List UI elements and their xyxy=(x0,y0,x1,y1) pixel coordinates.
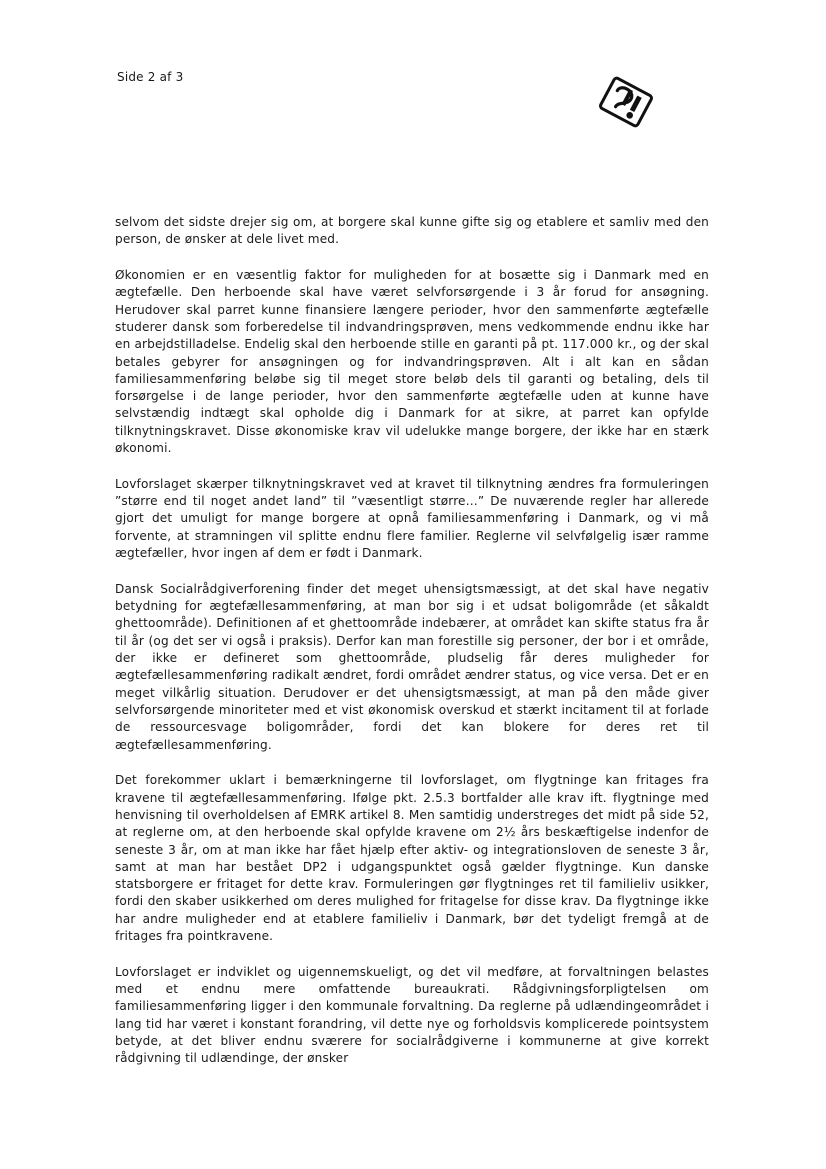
paragraph: Lovforslaget skærper tilknytningskravet ved at kravet til tilknytning ændres fra formuleringen ”større end til noget andet land” til ”væsentligt større…” De nuværende regler har allerede gjort det umuligt for mange borgere at opnå familiesammenføring i Danmark, og vi må forvente, at stramningen vil splitte endnu flere familier. Reglerne vil selvfølgelig især ramme ægtefæller, hvor ingen af dem er født i Danmark. xyxy=(115,476,709,561)
paragraph: selvom det sidste drejer sig om, at borgere skal kunne gifte sig og etablere et samliv med den person, de ønsker at dele livet med. xyxy=(115,215,709,247)
letter-body xyxy=(115,214,709,1086)
paragraph: Det forekommer uklart i bemærkningerne til lovforslaget, om flygtninge kan fritages fra kravene til ægtefællesammenføring. Ifølge pkt. 2.5.3 bortfalder alle krav ift. flygtninge med henvisning til overholdelsen af EMRK artikel 8. Men samtidig understreges det midt på side 52, at reglerne om, at den herboende skal opfylde kravene om 2½ års beskæftigelse indenfor de seneste 3 år, om at man ikke har fået hjælp efter aktiv- og integrationsloven de seneste 3 år, samt at man har bestået DP2 i udgangspunktet også gælder flygtninge. Kun danske statsborgere er fritaget for dette krav. Formuleringen gør flygtninges ret til familieliv usikker, fordi den skaber usikkerhed om deres mulighed for fritagelse for disse krav. Da flygtninge ikke har andre muligheder end at etablere familieliv i Danmark, bør det tydeligt fremgå at de fritages fra pointkravene. xyxy=(115,773,709,943)
organization-logo-icon xyxy=(596,72,656,132)
paragraph: Dansk Socialrådgiverforening finder det meget uhensigtsmæssigt, at det skal have negativ betydning for ægtefællesammenføring, at man bor sig i et udsat boligområde (et såkaldt ghettoområde). Definitionen af et ghettoområde indebærer, at området kan skifte status fra år til år (og det ser vi også i praksis). Derfor kan man forestille sig personer, der bor i et område, der ikke er defineret som ghettoområde, pludselig får deres muligheder for ægtefællesammenføring radikalt ændret, fordi området ændrer status, og vice versa. Det er en meget vilkårlig situation. Derudover er det uhensigtsmæssigt, at man på den måde giver selvforsørgende minoriteter med et vist økonomisk overskud et stærkt incitament til at forlade de ressourcesvage boligområder, fordi det kan blokere for deres ret til ægtefællesammenføring. xyxy=(115,581,709,752)
paragraph: Lovforslaget er indviklet og uigennemskueligt, og det vil medføre, at forvaltningen belastes med et endnu mere omfattende bureaukrati. Rådgivningsforpligtelsen om familiesammenføring ligger i den kommunale forvaltning. Da reglerne på udlændingeområdet i lang tid har været i konstant forandring, vil dette nye og forholdsvis komplicerede pointsystem betyde, at det bliver endnu sværere for socialrådgiverne i kommunerne at give korrekt rådgivning til udlændinge, der ønsker xyxy=(115,964,709,1066)
page-number: Side 2 af 3 xyxy=(117,70,184,84)
paragraph: Økonomien er en væsentlig faktor for muligheden for at bosætte sig i Danmark med en ægtefælle. Den herboende skal have været selvforsørgende i 3 år forud for ansøgning. Herudover skal parret kunne finansiere længere perioder, hvor den sammenførte ægtefælle studerer dansk som forberedelse til indvandringsprøven, mens vedkommende endnu ikke har en arbejdstilladelse. Endelig skal den herboende stille en garanti på pt. 117.000 kr., og der skal betales gebyrer for ansøgningen og for indvandringsprøven. Alt i alt kan en sådan familiesammenføring beløbe sig til meget store beløb dels til garanti og betaling, dels til forsørgelse i de lange perioder, hvor den sammenførte ægtefælle uden at kunne have selvstændig indtægt skal opholde dig i Danmark for at sikre, at parret kan opfylde tilknytningskravet. Disse økonomiske krav vil udelukke mange borgere, der ikke har en stærk økonomi. xyxy=(115,268,709,456)
